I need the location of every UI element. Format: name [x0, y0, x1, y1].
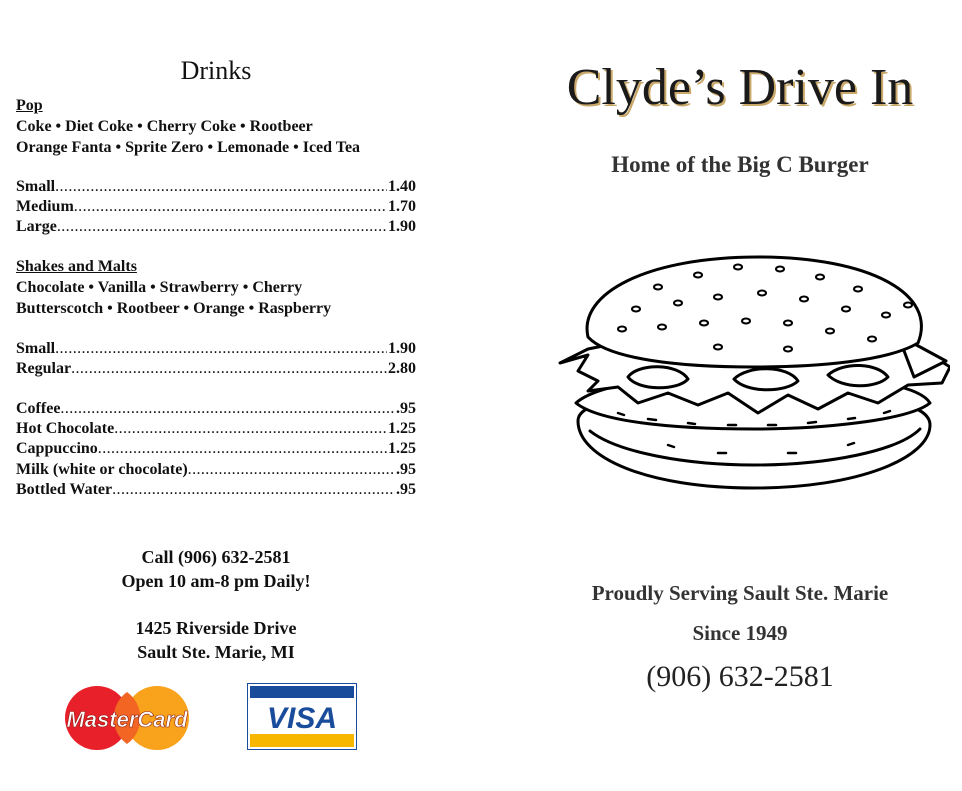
mastercard-logo: [65, 686, 189, 750]
dot-leader: [60, 399, 395, 419]
price-row: [16, 480, 416, 500]
pop-price-list: [16, 177, 416, 238]
price-row: [16, 419, 416, 439]
serving-line: Proudly Serving Sault Ste. Marie: [591, 581, 889, 605]
cover-panel: [470, 0, 962, 791]
since-line: Since 1949: [692, 621, 788, 645]
visa-logo: [247, 683, 357, 750]
dot-leader: [98, 439, 387, 459]
item-price: 2.80: [388, 360, 416, 378]
shake-flavor-line: Chocolate • Vanilla • Strawberry • Cherry: [16, 279, 303, 296]
dot-leader: [55, 177, 387, 197]
dot-leader: [114, 419, 387, 439]
pop-heading: Pop: [16, 97, 43, 114]
shake-flavors: [16, 278, 331, 319]
price-row: [16, 359, 416, 379]
price-row: [16, 197, 416, 217]
price-row: [16, 399, 416, 419]
item-price: 1.40: [388, 178, 416, 195]
dot-leader: [55, 339, 387, 359]
street-address: 1425 Riverside Drive: [135, 618, 297, 638]
item-price: .95: [396, 460, 416, 478]
dot-leader: [188, 460, 395, 480]
shake-price-list: [16, 339, 416, 379]
price-row: [16, 439, 416, 459]
item-price: .95: [396, 400, 416, 417]
dot-leader: [57, 217, 387, 237]
item-price: 1.25: [388, 420, 416, 438]
item-name: Bottled Water: [16, 480, 113, 498]
drinks-title: Drinks: [180, 56, 252, 85]
shakes-heading: Shakes and Malts: [16, 258, 137, 275]
hours: Open 10 am-8 pm Daily!: [121, 571, 311, 591]
address-block: [0, 616, 432, 664]
pop-flavors: [16, 117, 360, 158]
pop-flavor-line: Orange Fanta • Sprite Zero • Lemonade • Iced Tea: [16, 138, 361, 156]
burger-illustration-icon: [558, 253, 950, 517]
item-name: Small: [16, 178, 56, 195]
tagline: Home of the Big C Burger: [611, 152, 869, 177]
price-row: [16, 217, 416, 237]
price-row: [16, 460, 416, 480]
item-price: .95: [396, 480, 416, 498]
item-name: Milk (white or chocolate): [16, 460, 188, 478]
item-name: Regular: [16, 360, 72, 378]
item-price: 1.90: [388, 218, 416, 236]
item-name: Coffee: [16, 400, 61, 417]
cover-phone: (906) 632-2581: [646, 660, 834, 693]
dot-leader: [74, 197, 387, 217]
dot-leader: [71, 359, 387, 379]
item-price: 1.70: [388, 198, 416, 216]
item-name: Hot Chocolate: [16, 420, 115, 438]
mastercard-text: MasterCard: [66, 707, 188, 732]
item-name: Medium: [16, 198, 74, 216]
call-phone: Call (906) 632-2581: [141, 547, 291, 567]
item-name: Small: [16, 340, 56, 357]
item-name: Cappuccino: [16, 440, 98, 458]
price-row: [16, 339, 416, 359]
item-name: Large: [16, 218, 57, 236]
contact-block: [0, 545, 432, 593]
visa-text: VISA: [266, 702, 338, 735]
restaurant-title: Clyde’s Drive In: [566, 59, 914, 116]
city-state: Sault Ste. Marie, MI: [137, 642, 295, 662]
item-price: 1.25: [388, 440, 416, 458]
dot-leader: [112, 480, 395, 500]
other-drinks-list: [16, 399, 416, 500]
item-price: 1.90: [388, 340, 416, 357]
drinks-panel: [0, 0, 440, 791]
pop-flavor-line: Coke • Diet Coke • Cherry Coke • Rootbeer: [16, 118, 313, 135]
price-row: [16, 177, 416, 197]
shake-flavor-line: Butterscotch • Rootbeer • Orange • Raspberry: [16, 299, 332, 317]
